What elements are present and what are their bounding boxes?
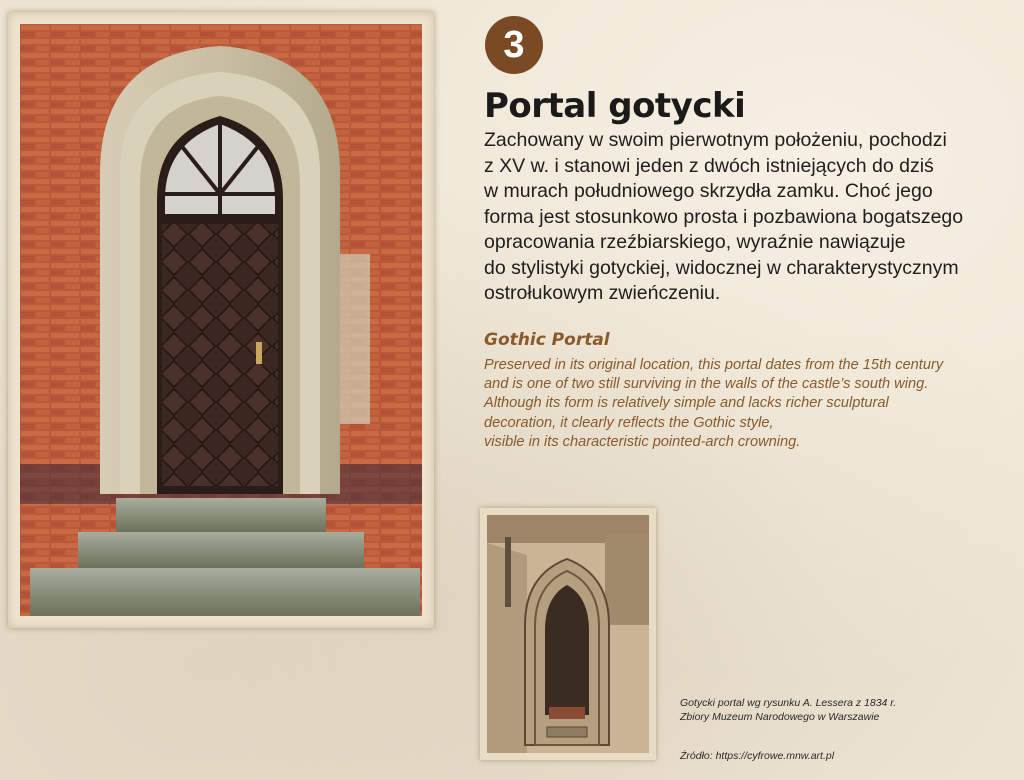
polish-description-line: forma jest stosunkowo prosta i pozbawiona bogatszego [484, 205, 964, 228]
caption-line: Zbiory Muzeum Narodowego w Warszawie [680, 711, 880, 723]
polish-description-line: w murach południowego skrzydła zamku. Choć jego [484, 180, 933, 202]
polish-description-line: opracowania rzeźbiarskiego, wyraźnie nawiązuje [484, 231, 906, 253]
portal-drawing-illustration [487, 515, 649, 753]
page-title: Portal gotycki [484, 86, 746, 126]
section-number-badge: 3 [485, 16, 543, 74]
english-description-line: Preserved in its original location, this portal dates from the 15th century [484, 357, 944, 373]
polish-description-line: ostrołukowym zwieńczeniu. [484, 282, 721, 304]
polish-description [484, 128, 1019, 307]
english-description-line: visible in its characteristic pointed-arch crowning. [484, 433, 801, 450]
english-description-line: Although its form is relatively simple and lacks richer sculptural [484, 395, 889, 412]
polish-description-line: do stylistyki gotyckiej, widocznej w charakterystycznym [484, 256, 959, 279]
polish-description-line: Zachowany w swoim pierwotnym położeniu, pochodzi [484, 129, 947, 151]
english-description-line: and is one of two still surviving in the walls of the castle’s south wing. [484, 376, 929, 393]
gothic-portal-drawing [480, 508, 656, 760]
drawing-caption [680, 696, 896, 724]
portal-photo-illustration [20, 24, 422, 616]
english-description-line: decoration, it clearly reflects the Gothic style, [484, 414, 774, 431]
source-credit: Źródło: https://cyfrowe.mnw.art.pl [680, 750, 835, 762]
gothic-portal-photo [8, 12, 434, 628]
english-title: Gothic Portal [484, 330, 610, 350]
polish-description-line: z XV w. i stanowi jeden z dwóch istniejących do dziś [484, 154, 934, 177]
caption-line: Gotycki portal wg rysunku A. Lessera z 1834 r. [680, 697, 897, 709]
english-description [484, 356, 1019, 452]
